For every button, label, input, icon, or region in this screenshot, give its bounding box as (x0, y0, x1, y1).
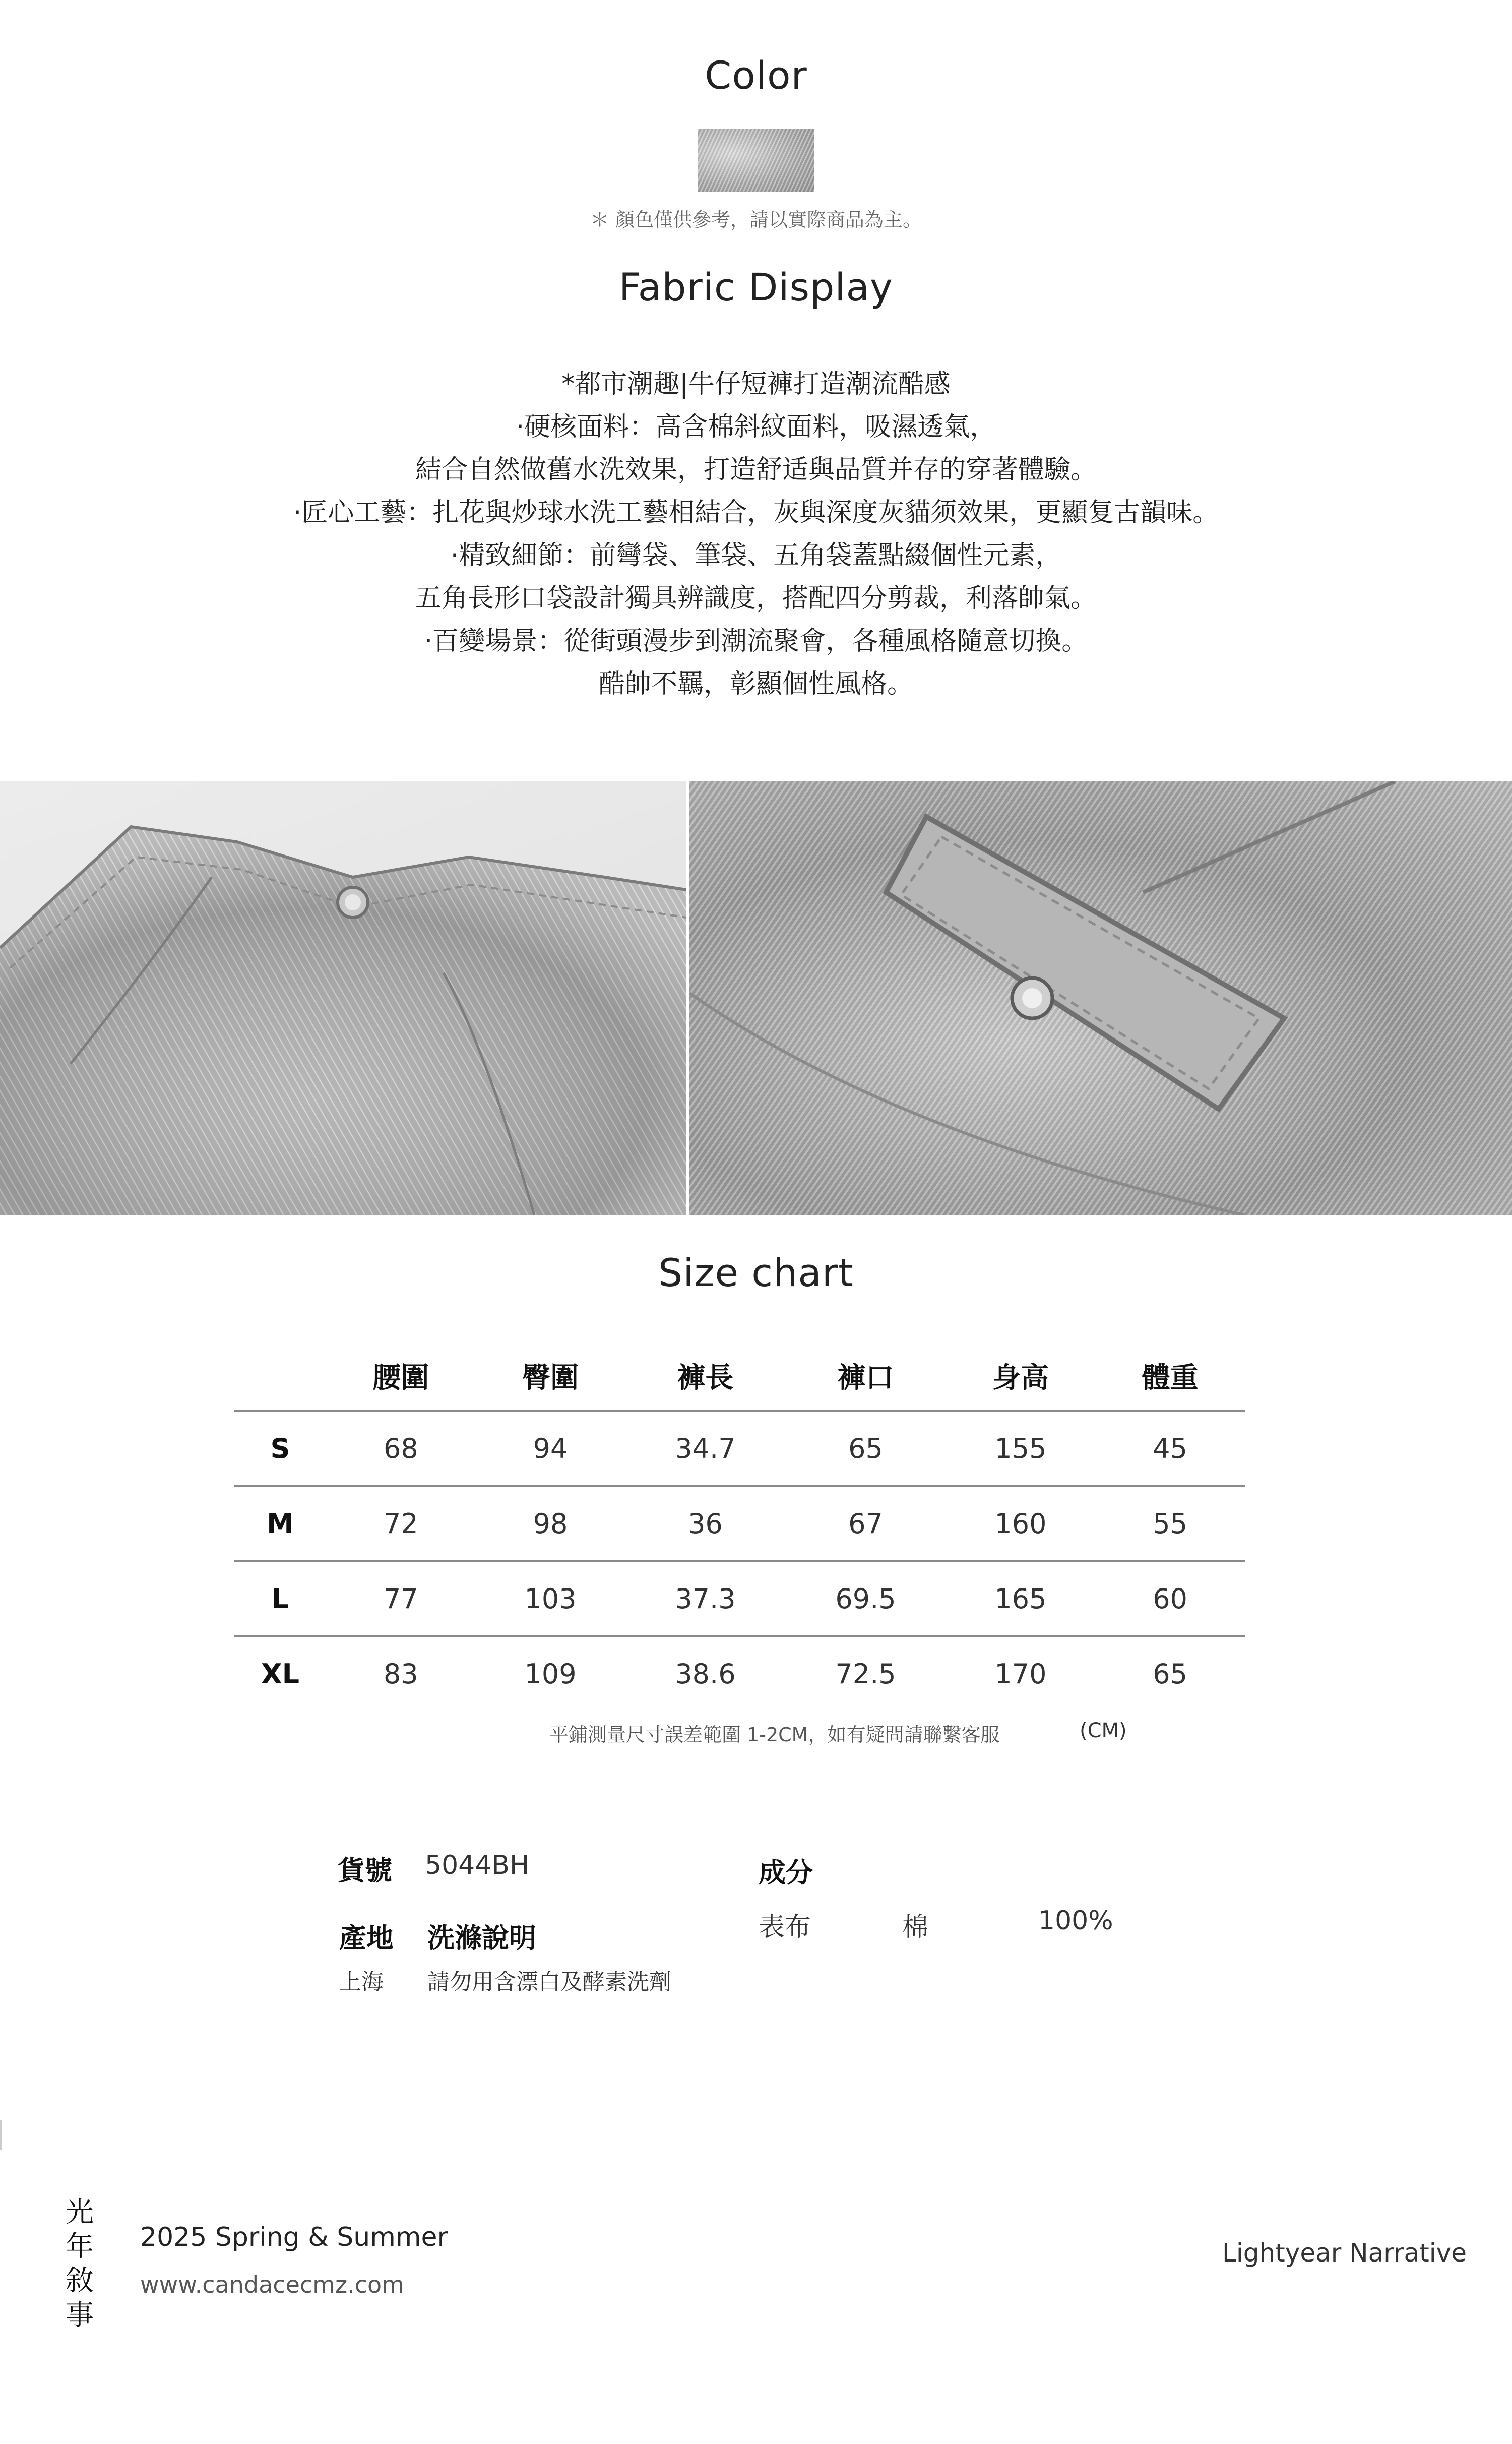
table-cell: 55 (1095, 1486, 1245, 1561)
table-cell: 160 (946, 1486, 1096, 1561)
size-table-header (234, 1341, 1245, 1411)
table-cell: 72.5 (785, 1636, 946, 1711)
table-cell: 77 (326, 1561, 476, 1636)
fabric-line: 酷帥不羈，彰顯個性風格。 (598, 669, 913, 699)
size-label: M (234, 1486, 326, 1561)
header-waist: 腰圍 (372, 1361, 429, 1394)
table-cell: 60 (1095, 1561, 1245, 1636)
size-chart-note: 平鋪測量尺寸誤差範圍 1-2CM，如有疑問請聯繫客服 (549, 1724, 1000, 1746)
brand-char: 敘 (66, 2265, 94, 2297)
table-cell: 155 (946, 1411, 1096, 1486)
table-cell: 109 (476, 1636, 625, 1711)
fabric-line: 結合自然做舊水洗效果，打造舒适與品質并存的穿著體驗。 (415, 455, 1097, 485)
table-cell: 72 (326, 1486, 476, 1561)
table-cell: 98 (476, 1486, 625, 1561)
fabric-line: ·硬核面料：高含棉斜紋面料，吸濕透氣， (516, 412, 996, 442)
header-hip: 臀圍 (522, 1361, 579, 1394)
table-cell: 36 (625, 1486, 785, 1561)
fabric-line: 五角長形口袋設計獨具辨識度，搭配四分剪裁，利落帥氣。 (415, 583, 1097, 614)
detail-photo-waistband (0, 781, 686, 1215)
table-cell: 165 (946, 1561, 1096, 1636)
sku-value: 5044BH (425, 1850, 530, 1880)
waistband-illustration (0, 781, 686, 1215)
table-cell: 103 (476, 1561, 625, 1636)
size-label: S (234, 1411, 326, 1486)
table-cell: 45 (1095, 1411, 1245, 1486)
side-divider (0, 2120, 2, 2150)
brand-char: 事 (66, 2299, 94, 2332)
brand-char: 光 (66, 2196, 94, 2229)
sku-label: 貨號 (338, 1855, 392, 1886)
table-row (234, 1411, 1245, 1486)
composition-label: 成分 (759, 1857, 813, 1888)
table-row (234, 1486, 1245, 1561)
table-cell: 65 (785, 1411, 946, 1486)
header-leg-opening: 褲口 (837, 1361, 894, 1394)
composition-part: 表布 (759, 1912, 811, 1942)
table-cell: 38.6 (625, 1636, 785, 1711)
table-cell: 65 (1095, 1636, 1245, 1711)
brand-char: 年 (66, 2230, 94, 2263)
size-chart-unit: (CM) (1080, 1719, 1127, 1742)
table-cell: 170 (946, 1636, 1096, 1711)
table-row (234, 1561, 1245, 1636)
table-cell: 34.7 (625, 1411, 785, 1486)
detail-photo-pocket-flap (689, 781, 1512, 1215)
brand-vertical-logo (65, 2195, 95, 2333)
color-title: Color (705, 53, 807, 98)
size-table (234, 1341, 1245, 1710)
table-cell: 94 (476, 1411, 625, 1486)
footer-brand-name: Lightyear Narrative (1222, 2238, 1467, 2268)
fabric-line: *都市潮趣|牛仔短褲打造潮流酷感 (561, 369, 951, 399)
header-weight: 體重 (1142, 1361, 1199, 1394)
footer-url-link[interactable]: www.candacecmz.com (140, 2271, 404, 2298)
origin-label: 產地 (339, 1922, 394, 1954)
wash-value: 請勿用含漂白及酵素洗劑 (427, 1969, 671, 1995)
table-cell: 67 (785, 1486, 946, 1561)
color-swatch[interactable] (698, 129, 814, 192)
color-note: ＊ 顏色僅供參考，請以實際商品為主。 (590, 209, 922, 231)
composition-material: 棉 (902, 1912, 929, 1942)
table-cell: 37.3 (625, 1561, 785, 1636)
fabric-line: ·精致細節：前彎袋、筆袋、五角袋蓋點綴個性元素， (450, 540, 1062, 571)
fabric-line: ·百變場景：從街頭漫步到潮流聚會，各種風格隨意切換。 (424, 626, 1088, 656)
wash-label: 洗滌說明 (427, 1922, 536, 1954)
fabric-title: Fabric Display (619, 265, 893, 310)
footer-season: 2025 Spring & Summer (140, 2222, 448, 2252)
table-row (234, 1636, 1245, 1711)
table-cell: 69.5 (785, 1561, 946, 1636)
size-label: XL (234, 1636, 326, 1711)
size-label: L (234, 1561, 326, 1636)
size-chart-title: Size chart (658, 1250, 854, 1295)
header-height: 身高 (992, 1361, 1049, 1394)
table-cell: 83 (326, 1636, 476, 1711)
composition-percent: 100% (1038, 1906, 1113, 1936)
fabric-line: ·匠心工藝：扎花與炒球水洗工藝相結合，灰與深度灰貓须效果，更顯复古韻味。 (293, 498, 1219, 528)
header-corner (234, 1341, 326, 1411)
origin-value: 上海 (339, 1969, 384, 1995)
table-cell: 68 (326, 1411, 476, 1486)
pocket-flap-illustration (689, 781, 1512, 1215)
header-length: 褲長 (677, 1361, 734, 1394)
fabric-description (0, 363, 1512, 706)
